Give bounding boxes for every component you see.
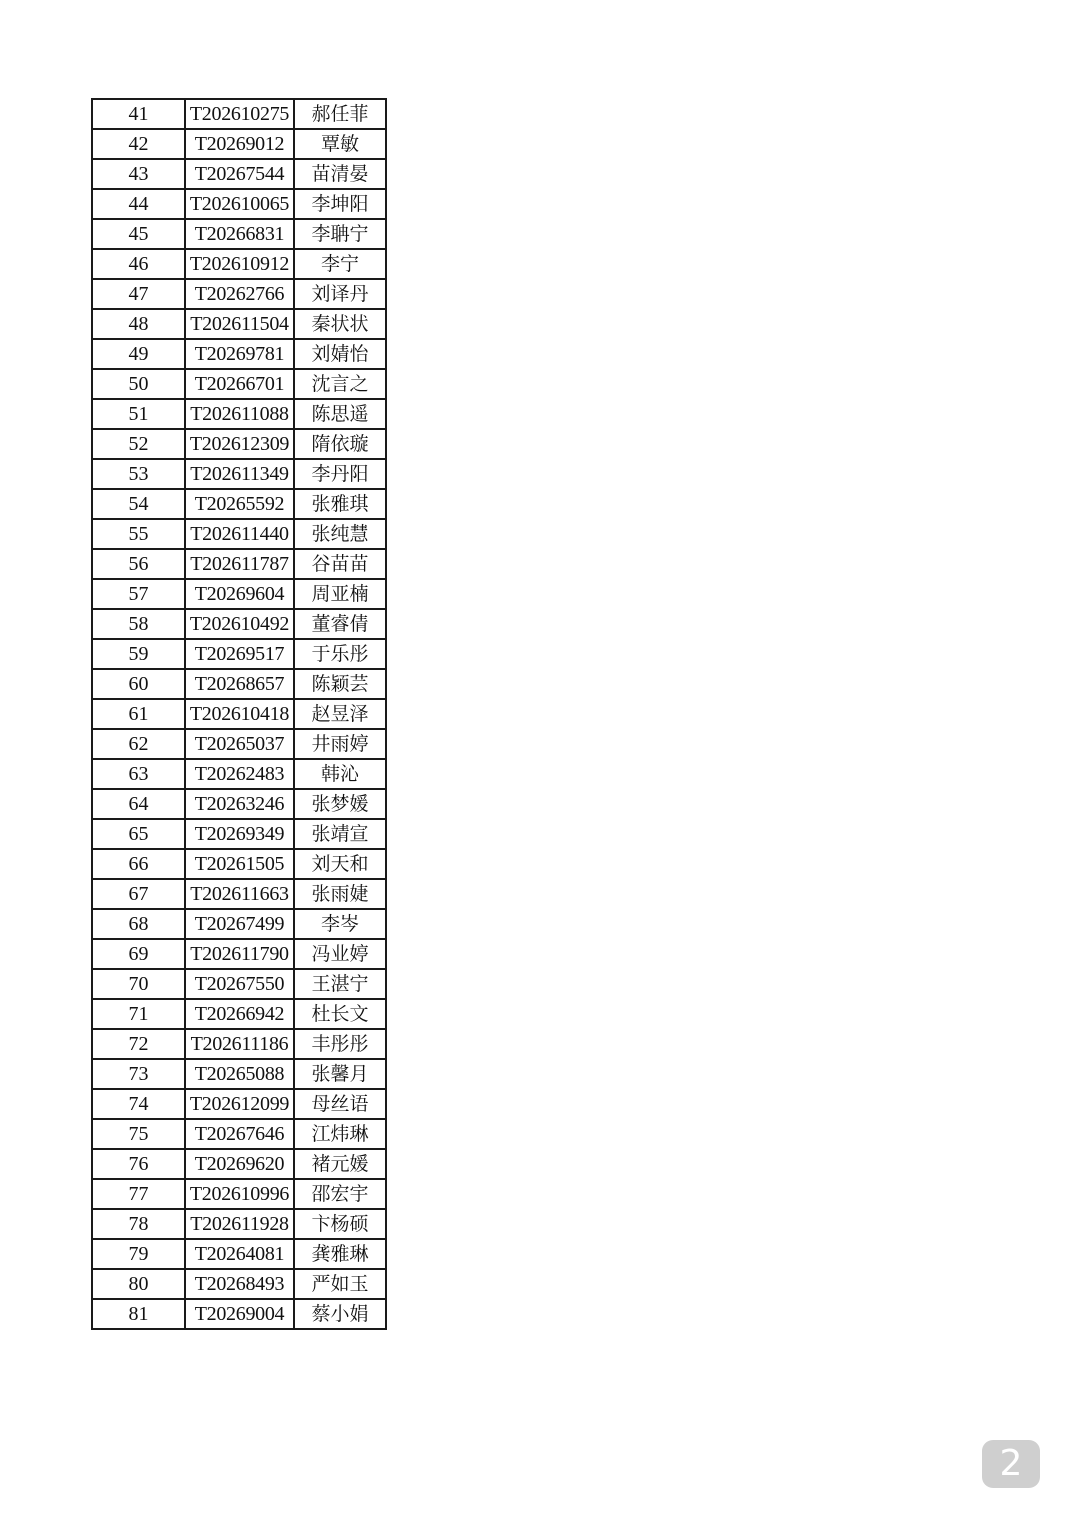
candidate-id-cell: T202611504 xyxy=(185,309,294,339)
table-row xyxy=(92,1179,386,1209)
candidate-id-cell: T20269004 xyxy=(185,1299,294,1329)
candidate-id-cell: T202610492 xyxy=(185,609,294,639)
candidate-name-cell: 刘天和 xyxy=(294,849,386,879)
row-number-cell: 41 xyxy=(92,99,185,129)
candidate-name-cell: 董睿倩 xyxy=(294,609,386,639)
table-row xyxy=(92,519,386,549)
row-number-cell: 74 xyxy=(92,1089,185,1119)
table-row xyxy=(92,99,386,129)
candidate-id-cell: T20267544 xyxy=(185,159,294,189)
candidate-name-cell: 周亚楠 xyxy=(294,579,386,609)
table-row xyxy=(92,969,386,999)
candidate-name-cell: 卞杨硕 xyxy=(294,1209,386,1239)
candidate-id-cell: T20266701 xyxy=(185,369,294,399)
candidate-name-cell: 刘译丹 xyxy=(294,279,386,309)
table-row xyxy=(92,459,386,489)
row-number-cell: 52 xyxy=(92,429,185,459)
roster-table xyxy=(91,98,387,1330)
candidate-id-cell: T20266831 xyxy=(185,219,294,249)
row-number-cell: 44 xyxy=(92,189,185,219)
candidate-id-cell: T20265037 xyxy=(185,729,294,759)
table-row xyxy=(92,819,386,849)
table-row xyxy=(92,609,386,639)
candidate-id-cell: T20269349 xyxy=(185,819,294,849)
row-number-cell: 78 xyxy=(92,1209,185,1239)
row-number-cell: 56 xyxy=(92,549,185,579)
candidate-id-cell: T202611787 xyxy=(185,549,294,579)
row-number-cell: 50 xyxy=(92,369,185,399)
row-number-cell: 64 xyxy=(92,789,185,819)
table-row xyxy=(92,699,386,729)
row-number-cell: 42 xyxy=(92,129,185,159)
candidate-name-cell: 李宁 xyxy=(294,249,386,279)
table-row xyxy=(92,849,386,879)
candidate-id-cell: T20269781 xyxy=(185,339,294,369)
candidate-id-cell: T20267646 xyxy=(185,1119,294,1149)
roster-table-body xyxy=(92,99,386,1329)
candidate-name-cell: 丰彤彤 xyxy=(294,1029,386,1059)
candidate-id-cell: T20265592 xyxy=(185,489,294,519)
candidate-id-cell: T20269620 xyxy=(185,1149,294,1179)
candidate-id-cell: T202611663 xyxy=(185,879,294,909)
candidate-name-cell: 李聃宁 xyxy=(294,219,386,249)
row-number-cell: 75 xyxy=(92,1119,185,1149)
candidate-name-cell: 秦状状 xyxy=(294,309,386,339)
candidate-id-cell: T202610912 xyxy=(185,249,294,279)
page-number-badge: 2 xyxy=(982,1440,1040,1488)
candidate-name-cell: 江炜琳 xyxy=(294,1119,386,1149)
candidate-id-cell: T20269517 xyxy=(185,639,294,669)
table-row xyxy=(92,489,386,519)
row-number-cell: 60 xyxy=(92,669,185,699)
candidate-id-cell: T202611088 xyxy=(185,399,294,429)
table-row xyxy=(92,879,386,909)
candidate-id-cell: T202612099 xyxy=(185,1089,294,1119)
row-number-cell: 63 xyxy=(92,759,185,789)
candidate-name-cell: 苗清晏 xyxy=(294,159,386,189)
candidate-name-cell: 张梦媛 xyxy=(294,789,386,819)
table-row xyxy=(92,579,386,609)
row-number-cell: 66 xyxy=(92,849,185,879)
row-number-cell: 46 xyxy=(92,249,185,279)
row-number-cell: 73 xyxy=(92,1059,185,1089)
row-number-cell: 51 xyxy=(92,399,185,429)
candidate-id-cell: T202611440 xyxy=(185,519,294,549)
row-number-cell: 47 xyxy=(92,279,185,309)
table-row xyxy=(92,249,386,279)
candidate-name-cell: 张馨月 xyxy=(294,1059,386,1089)
candidate-id-cell: T20268657 xyxy=(185,669,294,699)
candidate-name-cell: 赵昱泽 xyxy=(294,699,386,729)
candidate-name-cell: 李岑 xyxy=(294,909,386,939)
candidate-name-cell: 陈颖芸 xyxy=(294,669,386,699)
row-number-cell: 45 xyxy=(92,219,185,249)
candidate-id-cell: T20266942 xyxy=(185,999,294,1029)
candidate-id-cell: T202611790 xyxy=(185,939,294,969)
table-row xyxy=(92,759,386,789)
candidate-id-cell: T20269604 xyxy=(185,579,294,609)
row-number-cell: 70 xyxy=(92,969,185,999)
candidate-name-cell: 隋依璇 xyxy=(294,429,386,459)
table-row xyxy=(92,1119,386,1149)
candidate-id-cell: T20267499 xyxy=(185,909,294,939)
candidate-name-cell: 陈思遥 xyxy=(294,399,386,429)
candidate-name-cell: 王湛宁 xyxy=(294,969,386,999)
row-number-cell: 49 xyxy=(92,339,185,369)
row-number-cell: 79 xyxy=(92,1239,185,1269)
candidate-name-cell: 谷苗苗 xyxy=(294,549,386,579)
table-row xyxy=(92,1029,386,1059)
candidate-name-cell: 邵宏宇 xyxy=(294,1179,386,1209)
candidate-id-cell: T202610065 xyxy=(185,189,294,219)
candidate-id-cell: T202610275 xyxy=(185,99,294,129)
table-row xyxy=(92,1059,386,1089)
candidate-id-cell: T20264081 xyxy=(185,1239,294,1269)
candidate-id-cell: T20262483 xyxy=(185,759,294,789)
table-row xyxy=(92,219,386,249)
table-row xyxy=(92,189,386,219)
table-row xyxy=(92,999,386,1029)
candidate-name-cell: 刘婧怡 xyxy=(294,339,386,369)
candidate-name-cell: 张雨婕 xyxy=(294,879,386,909)
candidate-id-cell: T20269012 xyxy=(185,129,294,159)
candidate-name-cell: 张雅琪 xyxy=(294,489,386,519)
table-row xyxy=(92,1269,386,1299)
candidate-id-cell: T20267550 xyxy=(185,969,294,999)
candidate-name-cell: 沈言之 xyxy=(294,369,386,399)
table-row xyxy=(92,399,386,429)
row-number-cell: 48 xyxy=(92,309,185,339)
row-number-cell: 62 xyxy=(92,729,185,759)
candidate-id-cell: T202610418 xyxy=(185,699,294,729)
candidate-name-cell: 郝任菲 xyxy=(294,99,386,129)
candidate-id-cell: T20262766 xyxy=(185,279,294,309)
row-number-cell: 67 xyxy=(92,879,185,909)
row-number-cell: 57 xyxy=(92,579,185,609)
candidate-name-cell: 韩沁 xyxy=(294,759,386,789)
candidate-id-cell: T20261505 xyxy=(185,849,294,879)
table-row xyxy=(92,429,386,459)
candidate-id-cell: T202610996 xyxy=(185,1179,294,1209)
row-number-cell: 61 xyxy=(92,699,185,729)
row-number-cell: 43 xyxy=(92,159,185,189)
row-number-cell: 53 xyxy=(92,459,185,489)
candidate-name-cell: 覃敏 xyxy=(294,129,386,159)
table-row xyxy=(92,939,386,969)
row-number-cell: 58 xyxy=(92,609,185,639)
row-number-cell: 80 xyxy=(92,1269,185,1299)
table-row xyxy=(92,1299,386,1329)
table-row xyxy=(92,159,386,189)
row-number-cell: 69 xyxy=(92,939,185,969)
candidate-id-cell: T202612309 xyxy=(185,429,294,459)
table-row xyxy=(92,369,386,399)
table-row xyxy=(92,279,386,309)
candidate-name-cell: 张靖宣 xyxy=(294,819,386,849)
candidate-id-cell: T202611928 xyxy=(185,1209,294,1239)
row-number-cell: 55 xyxy=(92,519,185,549)
table-row xyxy=(92,1089,386,1119)
row-number-cell: 65 xyxy=(92,819,185,849)
table-row xyxy=(92,639,386,669)
candidate-name-cell: 母丝语 xyxy=(294,1089,386,1119)
row-number-cell: 81 xyxy=(92,1299,185,1329)
row-number-cell: 54 xyxy=(92,489,185,519)
candidate-name-cell: 李坤阳 xyxy=(294,189,386,219)
row-number-cell: 72 xyxy=(92,1029,185,1059)
row-number-cell: 59 xyxy=(92,639,185,669)
table-row xyxy=(92,789,386,819)
row-number-cell: 71 xyxy=(92,999,185,1029)
candidate-name-cell: 蔡小娟 xyxy=(294,1299,386,1329)
table-row xyxy=(92,729,386,759)
candidate-id-cell: T20263246 xyxy=(185,789,294,819)
candidate-name-cell: 冯业婷 xyxy=(294,939,386,969)
candidate-id-cell: T20265088 xyxy=(185,1059,294,1089)
candidate-name-cell: 于乐彤 xyxy=(294,639,386,669)
candidate-name-cell: 龚雅琳 xyxy=(294,1239,386,1269)
table-row xyxy=(92,1209,386,1239)
candidate-name-cell: 井雨婷 xyxy=(294,729,386,759)
table-row xyxy=(92,129,386,159)
candidate-name-cell: 李丹阳 xyxy=(294,459,386,489)
row-number-cell: 68 xyxy=(92,909,185,939)
table-row xyxy=(92,909,386,939)
table-row xyxy=(92,669,386,699)
candidate-name-cell: 张纯慧 xyxy=(294,519,386,549)
table-row xyxy=(92,309,386,339)
table-row xyxy=(92,1149,386,1179)
table-row xyxy=(92,1239,386,1269)
table-row xyxy=(92,549,386,579)
candidate-id-cell: T20268493 xyxy=(185,1269,294,1299)
candidate-name-cell: 杜长文 xyxy=(294,999,386,1029)
candidate-id-cell: T202611186 xyxy=(185,1029,294,1059)
candidate-id-cell: T202611349 xyxy=(185,459,294,489)
table-row xyxy=(92,339,386,369)
row-number-cell: 77 xyxy=(92,1179,185,1209)
candidate-name-cell: 褚元媛 xyxy=(294,1149,386,1179)
row-number-cell: 76 xyxy=(92,1149,185,1179)
candidate-name-cell: 严如玉 xyxy=(294,1269,386,1299)
